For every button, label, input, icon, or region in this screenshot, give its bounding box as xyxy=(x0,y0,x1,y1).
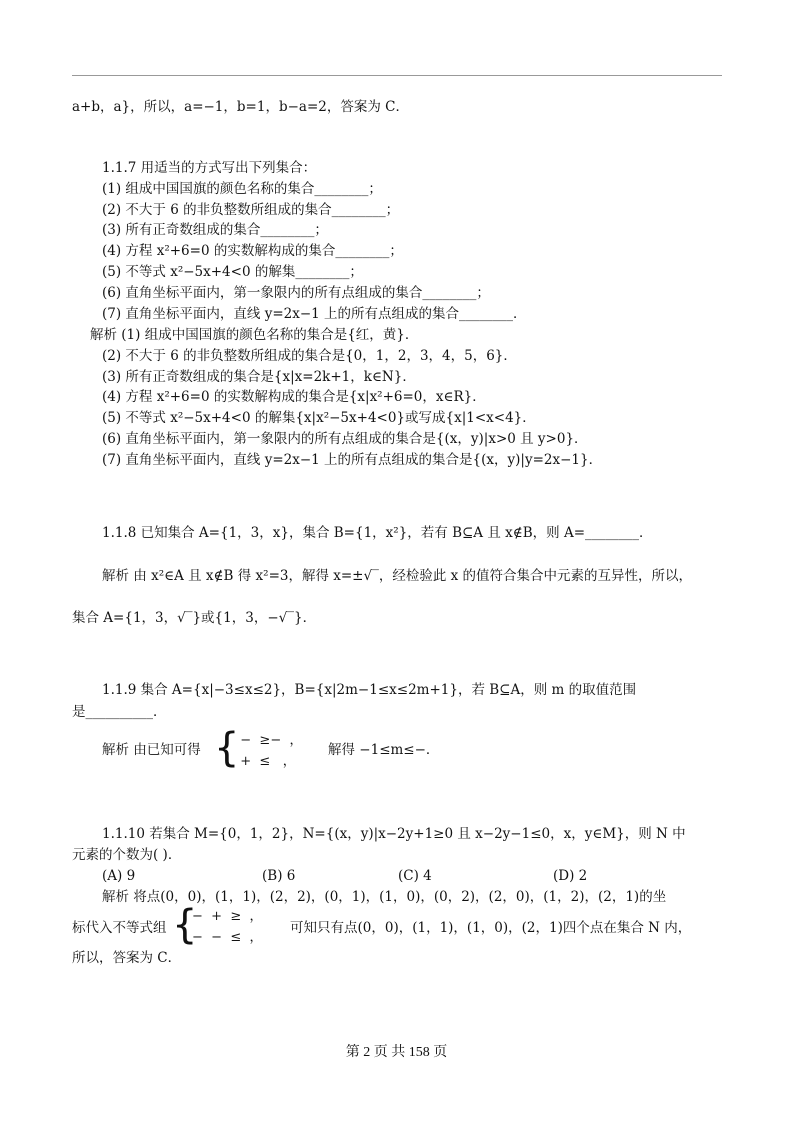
q119-answer-label: 解析 由已知可得 xyxy=(102,742,201,758)
q1110-answer: 解析 将点(0，0)，(1，1)，(2，2)，(0，1)，(1，0)，(0，2)，(2，0)，(1，2)，(2，1)的坐 xyxy=(102,889,667,905)
q117-answer: (6) 直角坐标平面内，第一象限内的所有点组成的集合是{(x，y)|x>0 且 y>0}． xyxy=(102,431,588,447)
q119-answer-tail: 解得 −1≤m≤−． xyxy=(328,742,440,758)
header-rule xyxy=(72,75,722,76)
q1110-system-row: − + ≥ ， xyxy=(192,909,263,924)
q119-system-row: + ≤ ， xyxy=(232,754,296,769)
option-a: (A) 9 xyxy=(102,868,136,884)
q117-answer: 解析 (1) 组成中国国旗的颜色名称的集合是{红，黄}． xyxy=(90,327,419,343)
q118-title: 1.1.8 已知集合 A={1，3，x}，集合 B={1，x²}，若有 B⊆A 且 x∉B，则 A=________． xyxy=(102,525,653,541)
q117-item: (7) 直角坐标平面内，直线 y=2x−1 上的所有点组成的集合________． xyxy=(102,306,527,322)
q117-item: (6) 直角坐标平面内，第一象限内的所有点组成的集合________； xyxy=(102,285,490,301)
option-d: (D) 2 xyxy=(553,868,588,884)
system-brace: { xyxy=(214,725,240,771)
q118-answer: 集合 A={1，3，√‾}或{1，3，−√‾}． xyxy=(72,610,317,626)
q1110-system-row: − − ≤ ， xyxy=(192,930,263,945)
q117-item: (3) 所有正奇数组成的集合________； xyxy=(102,222,328,238)
q117-item: (2) 不大于 6 的非负整数所组成的集合________； xyxy=(102,202,400,218)
q1110-answer: 所以，答案为 C． xyxy=(72,950,182,966)
continued-answer: a+b，a}，所以，a=−1，b=1，b−a=2，答案为 C． xyxy=(72,99,409,115)
system-brace: { xyxy=(172,902,198,948)
q118-answer: 解析 由 x²∈A 且 x∉B 得 x²=3，解得 x=±√‾，经检验此 x 的值符合集合中元素的互异性，所以， xyxy=(102,568,693,584)
option-c: (C) 4 xyxy=(398,868,432,884)
q1110-answer-tail: 可知只有点(0，0)，(1，1)，(1，0)，(2，1)四个点在集合 N 内， xyxy=(290,920,692,936)
page-footer: 第 2 页 共 158 页 xyxy=(345,1045,448,1060)
q117-item: (5) 不等式 x²−5x+4<0 的解集________； xyxy=(102,264,363,280)
q119-title-cont: 是__________． xyxy=(72,704,167,720)
q117-answer: (5) 不等式 x²−5x+4<0 的解集{x|x²−5x+4<0}或写成{x|1<x<4}． xyxy=(102,410,536,426)
q117-item: (4) 方程 x²+6=0 的实数解构成的集合________； xyxy=(102,243,403,259)
q117-item: (1) 组成中国国旗的颜色名称的集合________； xyxy=(102,181,382,197)
q119-title: 1.1.9 集合 A={x|−3≤x≤2}，B={x|2m−1≤x≤2m+1}，若 B⊆A，则 m 的取值范围 xyxy=(102,682,637,698)
q1110-title-cont: 元素的个数为( )． xyxy=(72,847,182,863)
q117-answer: (4) 方程 x²+6=0 的实数解构成的集合是{x|x²+6=0，x∈R}． xyxy=(102,389,486,405)
q117-answer: (7) 直角坐标平面内，直线 y=2x−1 上的所有点组成的集合是{(x，y)|y=2x−1}． xyxy=(102,452,603,468)
q117-answer: (2) 不大于 6 的非负整数所组成的集合是{0，1，2，3，4，5，6}． xyxy=(102,348,517,364)
option-b: (B) 6 xyxy=(262,868,296,884)
q1110-title: 1.1.10 若集合 M={0，1，2}，N={(x，y)|x−2y+1≥0 且 x−2y−1≤0，x，y∈M}，则 N 中 xyxy=(102,826,686,842)
q117-answer: (3) 所有正奇数组成的集合是{x|x=2k+1，k∈N}． xyxy=(102,369,416,385)
q117-title: 1.1.7 用适当的方式写出下列集合： xyxy=(102,160,317,176)
q119-system-row: − ≥− ， xyxy=(232,733,303,748)
q1110-answer-label: 标代入不等式组 xyxy=(72,920,167,936)
